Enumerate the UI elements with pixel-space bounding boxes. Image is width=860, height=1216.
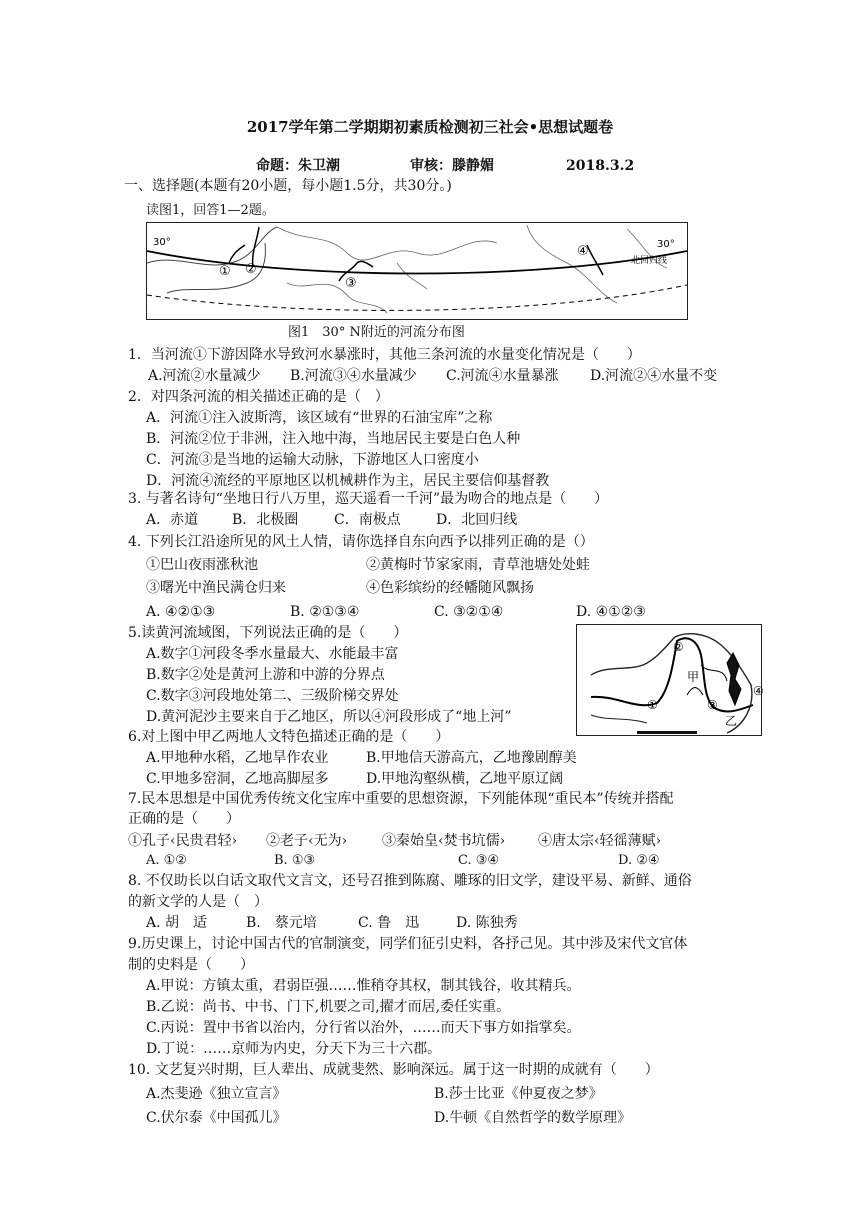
q7-stem-line2: 正确的是（ ）	[128, 811, 240, 827]
q6-stem: 6.对上图中甲乙两地人文特色描述正确的是（ ）	[128, 729, 450, 745]
q6-option-c: C.甲地多窑洞，乙地高脚屋多	[146, 771, 329, 787]
coastline	[397, 263, 427, 289]
marker-3: ③	[345, 276, 357, 291]
q10-stem: 10. 文艺复兴时期，巨人辈出、成就斐然、影响深远。属于这一时期的成就有（ ）	[128, 1062, 659, 1078]
lat-label-left: 30°	[153, 237, 171, 248]
q2-option-c: C．河流③是当地的运输大动脉，下游地区人口密度小	[146, 452, 479, 468]
q7-stem-line1: 7.民本思想是中国优秀传统文化宝库中重要的思想资源，下列能体现“重民本”传统并搭配	[128, 791, 674, 807]
yellow-river-mainstream	[591, 638, 753, 711]
map2-marker-2: ②	[673, 640, 684, 654]
q3-option-d: D．北回归线	[436, 512, 518, 528]
marker-4: ④	[577, 244, 589, 259]
q10-option-d: D.牛顿《自然哲学的数学原理》	[434, 1110, 632, 1126]
reviewer-line: 审核：滕静媚	[410, 158, 494, 174]
q7-item-4: ④唐太宗‹轻徭薄赋›	[538, 833, 662, 849]
q4-option-d: D. ④①②③	[576, 604, 646, 620]
q9-stem-line2: 制的史料是（ ）	[128, 957, 254, 973]
q1-option-d: D.河流②④水量不变	[590, 368, 718, 384]
river-4	[587, 245, 603, 275]
author-line: 命题：朱卫潮	[256, 158, 340, 174]
figure2-yellow-river-map	[576, 624, 762, 736]
tributary	[687, 688, 703, 696]
q7-option-c: C. ③④	[458, 853, 500, 868]
coastline	[277, 227, 497, 260]
q4-stem: 4. 下列长江沿途所见的风土人情，请你选择自东向西予以排列正确的是（）	[128, 534, 594, 550]
q4-option-b: B. ②①③④	[290, 604, 360, 620]
q3-option-a: A．赤道	[146, 512, 199, 528]
q5-option-a: A.数字①河段冬季水量最大、水能最丰富	[146, 646, 399, 662]
q9-option-d: D.丁说：……京师为内史，分天下为三十六郡。	[146, 1041, 442, 1057]
q4-item-3: ③曙光中渔民满仓归来	[146, 580, 286, 596]
tropic-label: 北回归线	[631, 256, 668, 266]
date-line: 2018.3.2	[566, 158, 635, 174]
map2-label-yi: 乙	[725, 714, 738, 728]
q5-option-d: D.黄河泥沙主要来自于乙地区，所以④河段形成了“地上河”	[146, 709, 512, 725]
map2-marker-3: ③	[707, 698, 718, 712]
q6-option-d: D.甲地沟壑纵横，乙地平原辽阔	[366, 771, 564, 787]
q8-option-c: C. 鲁 迅	[358, 915, 420, 931]
q7-item-3: ③秦始皇‹焚书坑儒›	[382, 833, 506, 849]
q1-option-a: A.河流②水量减少	[148, 368, 261, 384]
q1-option-b: B.河流③④水量减少	[290, 368, 417, 384]
q4-item-4: ④色彩缤纷的经幡随风飘扬	[366, 580, 534, 596]
tropic-of-cancer-line	[147, 285, 687, 310]
q2-option-d: D．河流④流经的平原地区以机械耕作为主，居民主要信仰基督教	[146, 473, 550, 489]
q10-option-a: A.杰斐逊《独立宣言》	[146, 1086, 287, 1102]
q7-option-b: B. ①③	[274, 853, 316, 868]
q2-option-a: A．河流①注入波斯湾，该区域有“世界的石油宝库”之称	[146, 410, 493, 426]
q1-stem: 1．当河流①下游因降水导致河水暴涨时，其他三条河流的水量变化情况是（ ）	[128, 347, 641, 363]
q4-item-2: ②黄梅时节家家雨，青草池塘处处蛙	[366, 557, 590, 573]
q8-stem-line1: 8. 不仅助长以白话文取代文言文，还号召推到陈腐、雕琢的旧文学，建设平易、新鲜、通俗	[128, 873, 692, 889]
q10-option-b: B.莎士比亚《仲夏夜之梦》	[434, 1086, 603, 1102]
figure1-intro: 读图1，回答1—2题。	[146, 203, 275, 218]
q2-option-b: B．河流②位于非洲，注入地中海，当地居民主要是白色人种	[146, 431, 521, 447]
q5-option-b: B.数字②处是黄河上游和中游的分界点	[146, 667, 385, 683]
q8-stem-line2: 的新文学的人是（ ）	[128, 894, 268, 910]
q3-stem: 3. 与著名诗句“坐地日行八万里，巡天遥看一千河”最为吻合的地点是（ ）	[128, 491, 609, 507]
map2-marker-1: ①	[647, 698, 658, 712]
q9-stem-line1: 9.历史课上，讨论中国古代的官制演变，同学们征引史料，各抒己见。其中涉及宋代文官体	[128, 936, 688, 952]
q7-option-a: A. ①②	[146, 853, 187, 868]
q7-item-2: ②老子‹无为›	[266, 833, 348, 849]
basin-outline	[591, 715, 647, 723]
marker-2: ②	[245, 262, 257, 277]
q8-option-a: A. 胡 适	[146, 915, 208, 931]
mountain-ridge	[727, 653, 741, 705]
scale-bar	[637, 731, 697, 734]
figure2-svg	[577, 625, 764, 735]
q4-option-a: A. ④②①③	[146, 604, 216, 620]
lat-label-right: 30°	[657, 239, 675, 250]
q6-option-b: B.甲地信天游高亢，乙地豫剧醇美	[366, 750, 577, 766]
q3-option-b: B．北极圈	[232, 512, 299, 528]
figure1-svg	[147, 223, 687, 319]
q6-option-a: A.甲地种水稻，乙地旱作农业	[146, 750, 329, 766]
figure1-river-map	[146, 222, 688, 320]
q4-item-1: ①巴山夜雨涨秋池	[146, 557, 258, 573]
q9-option-b: B.乙说：尚书、中书、门下,机要之司,擢才而居,委任实重。	[146, 999, 511, 1015]
section-heading: 一、选择题(本题有20小题，每小题1.5分，共30分。)	[124, 178, 452, 194]
figure1-caption: 图1 30° N附近的河流分布图	[288, 325, 465, 340]
map2-label-jia: 甲	[687, 670, 700, 684]
q5-option-c: C.数字③河段地处第二、三级阶梯交界处	[146, 688, 399, 704]
page-title: 2017学年第二学期期初素质检测初三社会•思想试题卷	[246, 118, 614, 136]
q10-option-c: C.伏尔泰《中国孤儿》	[146, 1110, 287, 1126]
q1-option-c: C.河流④水量暴涨	[446, 368, 559, 384]
map2-marker-4: ④	[753, 684, 764, 698]
river-1	[229, 245, 245, 263]
q9-option-a: A.甲说：方镇太重，君弱臣强……惟稍夺其权，制其钱谷，收其精兵。	[146, 978, 581, 994]
marker-1: ①	[219, 264, 231, 279]
q8-option-d: D. 陈独秀	[456, 915, 518, 931]
q7-option-d: D. ②④	[618, 853, 660, 868]
q5-stem: 5.读黄河流域图，下列说法正确的是（ ）	[128, 625, 408, 641]
q4-option-c: C. ③②①④	[434, 604, 504, 620]
q9-option-c: C.丙说：置中书省以治内，分行省以治外，……而天下事方如指掌矣。	[146, 1020, 581, 1036]
q2-stem: 2．对四条河流的相关描述正确的是（ ）	[128, 389, 389, 405]
q8-option-b: B. 蔡元培	[246, 915, 317, 931]
q3-option-c: C．南极点	[334, 512, 401, 528]
q7-item-1: ①孔子‹民贵君轻›	[128, 833, 238, 849]
